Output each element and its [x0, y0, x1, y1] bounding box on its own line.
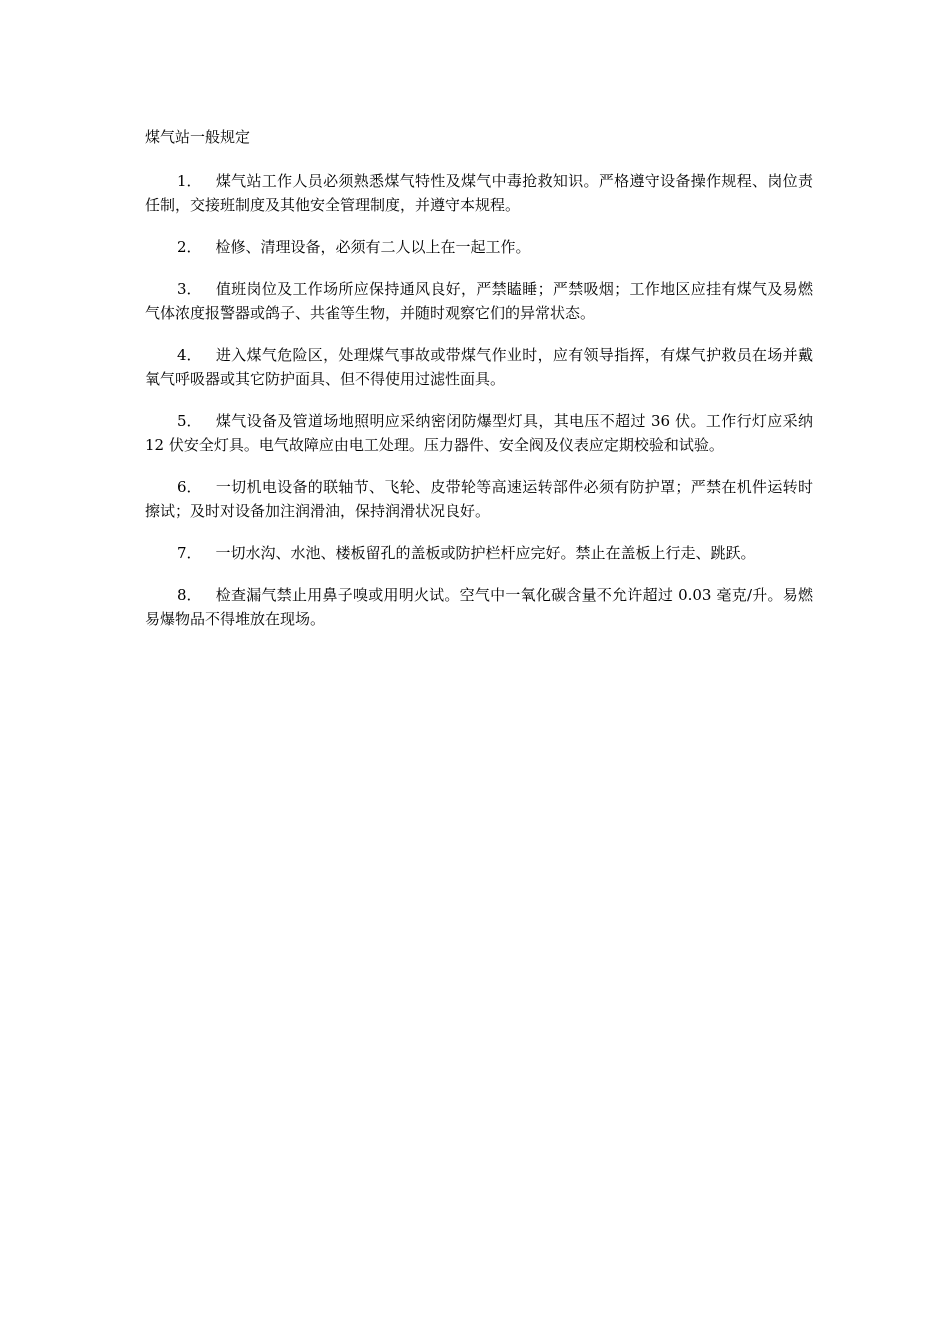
clause-number: 3．	[177, 280, 202, 298]
clause-number: 5．	[177, 412, 202, 430]
clause-2	[145, 235, 813, 259]
clause-number: 7．	[177, 544, 202, 562]
clause-3	[145, 277, 813, 325]
clause-text: 检修、清理设备，必须有二人以上在一起工作。	[215, 238, 531, 256]
clause-4	[145, 343, 813, 391]
clause-text: 一切水沟、水池、楼板留孔的盖板或防护栏杆应完好。禁止在盖板上行走、跳跃。	[215, 544, 756, 562]
clause-number: 8．	[177, 586, 202, 604]
clause-number: 6．	[177, 478, 202, 496]
clause-text: 进入煤气危险区，处理煤气事故或带煤气作业时，应有领导指挥，有煤气护救员在场并戴氧气呼吸器或其它防护面具、但不得使用过滤性面具。	[145, 346, 813, 388]
clause-7	[145, 541, 813, 565]
clause-text: 值班岗位及工作场所应保持通风良好，严禁瞌睡；严禁吸烟；工作地区应挂有煤气及易燃气体浓度报警器或鸽子、共雀等生物，并随时观察它们的异常状态。	[145, 280, 813, 322]
document-body	[145, 125, 813, 649]
document-title: 煤气站一般规定	[145, 128, 251, 146]
clause-number: 1．	[177, 172, 202, 190]
clause-6	[145, 475, 813, 523]
clause-number: 4．	[177, 346, 202, 364]
clause-5	[145, 409, 813, 457]
clause-text: 检查漏气禁止用鼻子嗅或用明火试。空气中一氧化碳含量不允许超过 0.03 毫克/升。易燃易爆物品不得堆放在现场。	[145, 586, 813, 628]
clause-1	[145, 169, 813, 217]
clause-text: 煤气设备及管道场地照明应采纳密闭防爆型灯具，其电压不超过 36 伏。工作行灯应采纳 12 伏安全灯具。电气故障应由电工处理。压力器件、安全阀及仪表应定期校验和试验。	[145, 412, 813, 454]
clause-text: 煤气站工作人员必须熟悉煤气特性及煤气中毒抢救知识。严格遵守设备操作规程、岗位责任制，交接班制度及其他安全管理制度，并遵守本规程。	[145, 172, 813, 214]
clause-text: 一切机电设备的联轴节、飞轮、皮带轮等高速运转部件必须有防护罩；严禁在机件运转时擦试；及时对设备加注润滑油，保持润滑状况良好。	[145, 478, 813, 520]
clause-number: 2．	[177, 238, 202, 256]
clause-8	[145, 583, 813, 631]
